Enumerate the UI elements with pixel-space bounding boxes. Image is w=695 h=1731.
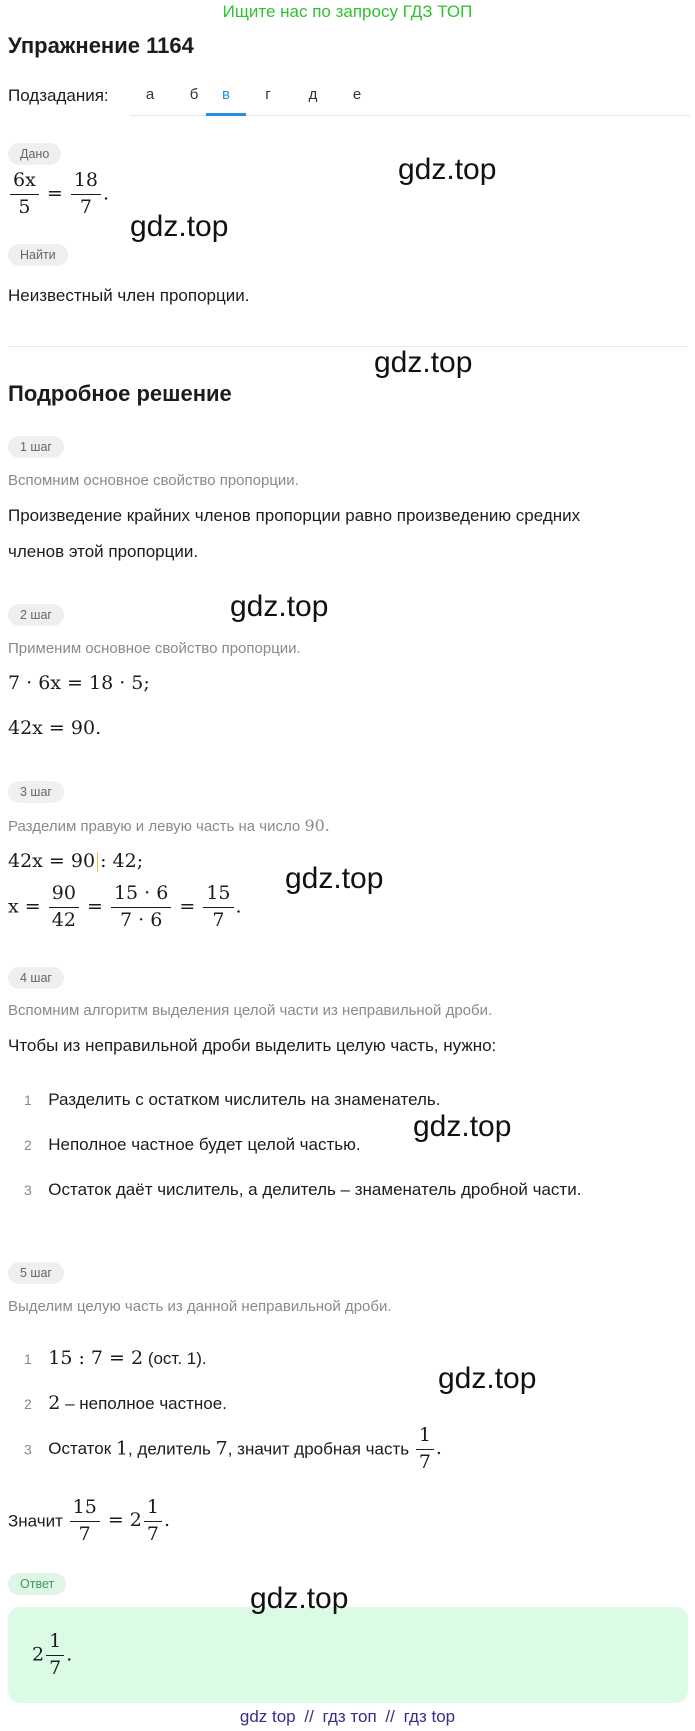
answer-pill: Ответ [8, 1573, 66, 1595]
tab-a[interactable]: а [145, 86, 155, 103]
step5-item-3-d: 7 [215, 1437, 228, 1460]
step4-item-3-text: Остаток даёт числитель, а делитель – знаменатель дробной части. [48, 1180, 582, 1199]
tab-v[interactable]: в [206, 82, 246, 116]
step1-pill: 1 шаг [8, 436, 64, 458]
conclusion-eq: = 2 [107, 1509, 142, 1532]
footer-sep-1: // [304, 1707, 314, 1726]
step3-frac2 [111, 883, 171, 932]
tab-g[interactable]: г [265, 86, 271, 103]
conclusion-end: . [164, 1509, 171, 1532]
step3-eq-a: = [86, 895, 103, 918]
page-title: Упражнение 1164 [8, 33, 194, 58]
step3-eq1-right: : 42; [100, 850, 144, 872]
footer-link-1[interactable]: gdz top [239, 1707, 296, 1726]
step5-item-3-a: Остаток [48, 1439, 116, 1459]
conclusion-mixed-frac [144, 1497, 162, 1546]
step1-line2: членов этой пропорции. [8, 542, 199, 561]
step5-conclusion [8, 1497, 170, 1546]
given-frac-right [71, 170, 101, 219]
answer-frac [46, 1631, 64, 1680]
watermark-8: gdz.top [250, 1582, 349, 1615]
step4-item-2 [24, 1135, 361, 1155]
conclusion-mixed-den: 7 [146, 1522, 159, 1545]
footer-links [0, 1707, 695, 1727]
step3-eq1 [8, 850, 143, 872]
step5-item-1-text: (ост. 1). [143, 1349, 207, 1368]
step5-item-3-num: 3 [24, 1441, 32, 1458]
find-text: Неизвестный член пропорции. [8, 286, 250, 305]
tab-b[interactable]: б [189, 86, 199, 103]
step1-hint: Вспомним основное свойство пропорции. [8, 472, 299, 489]
answer-box [8, 1607, 688, 1703]
subtask-tabs [130, 82, 690, 116]
step3-f1n: 90 [49, 883, 79, 908]
given-equation [8, 170, 109, 219]
step3-frac1 [49, 883, 79, 932]
step3-x-eq: x = [8, 895, 41, 918]
step5-item-3-c: , делитель [127, 1439, 216, 1459]
given-den2: 7 [79, 195, 92, 218]
step3-eq2 [8, 883, 242, 932]
step3-pill: 3 шаг [8, 781, 64, 803]
text-cursor [97, 852, 98, 872]
step2-hint: Применим основное свойство пропорции. [8, 640, 301, 657]
step4-item-1-text: Разделить с остатком числитель на знаменатель. [48, 1090, 441, 1109]
watermark-2: gdz.top [130, 210, 229, 243]
step3-hint-text: Разделим правую и левую часть на число [8, 818, 305, 835]
step4-item-3-num: 3 [24, 1182, 32, 1198]
given-den1: 5 [18, 195, 31, 218]
tab-d[interactable]: д [308, 86, 318, 103]
given-frac-left [10, 170, 39, 219]
step1-line1: Произведение крайних членов пропорции равно произведению средних [8, 506, 581, 525]
step5-item-2-text: – неполное частное. [60, 1394, 227, 1413]
step4-item-1 [24, 1090, 441, 1110]
step3-end: . [235, 895, 242, 918]
step4-intro: Чтобы из неправильной дроби выделить целую часть, нужно: [8, 1036, 497, 1055]
answer-end: . [66, 1643, 73, 1666]
step4-item-1-num: 1 [24, 1092, 32, 1108]
step5-i3fd: 7 [418, 1450, 431, 1473]
answer-whole: 2 [32, 1643, 45, 1666]
given-eq: = [46, 182, 63, 205]
conclusion-den: 7 [78, 1522, 91, 1545]
watermark-6: gdz.top [413, 1110, 512, 1143]
step2-eq1: 7 · 6x = 18 · 5; [8, 672, 150, 694]
step5-hint: Выделим целую часть из данной неправильной дроби. [8, 1298, 392, 1315]
step3-f3n: 15 [203, 883, 233, 908]
tab-e[interactable]: е [352, 86, 362, 103]
step3-hint-num: 90. [304, 816, 330, 835]
promo-banner: Ищите нас по запросу ГДЗ ТОП [222, 2, 473, 21]
conclusion-mixed-num: 1 [144, 1497, 162, 1522]
given-end: . [103, 182, 110, 205]
step4-item-2-text: Неполное частное будет целой частью. [48, 1135, 361, 1154]
step5-item-3-b: 1 [115, 1437, 128, 1460]
step5-i3fn: 1 [416, 1425, 434, 1450]
step5-item-2 [24, 1392, 227, 1414]
answer-num: 1 [46, 1631, 64, 1656]
watermark-4: gdz.top [230, 590, 329, 623]
footer-sep-2: // [385, 1707, 395, 1726]
section-divider [8, 346, 688, 347]
given-num2: 18 [71, 170, 101, 195]
given-pill: Дано [8, 143, 61, 165]
solution-title: Подробное решение [8, 381, 232, 406]
conclusion-frac [70, 1497, 100, 1546]
step4-pill: 4 шаг [8, 967, 64, 989]
step5-item-1-math: 15 : 7 = 2 [48, 1347, 144, 1369]
answer-value [32, 1631, 72, 1680]
step4-item-2-num: 2 [24, 1137, 32, 1153]
footer-link-2[interactable]: гдз топ [322, 1707, 377, 1726]
watermark-1: gdz.top [398, 153, 497, 186]
step5-item-3-frac [416, 1425, 434, 1474]
watermark-3: gdz.top [374, 346, 473, 379]
step5-i3end: . [435, 1437, 442, 1460]
step5-item-3 [24, 1425, 442, 1474]
conclusion-num: 15 [70, 1497, 100, 1522]
step5-item-2-math: 2 [48, 1392, 61, 1414]
step2-eq2: 42x = 90. [8, 717, 102, 739]
step2-pill: 2 шаг [8, 604, 64, 626]
step3-eq1-left: 42x = 90 [8, 850, 96, 872]
step4-item-3 [24, 1180, 581, 1200]
step5-item-1 [24, 1347, 207, 1369]
find-pill: Найти [8, 244, 68, 266]
step4-hint: Вспомним алгоритм выделения целой части из неправильной дроби. [8, 1002, 493, 1019]
step3-f2d: 7 · 6 [119, 908, 163, 931]
step3-f2n: 15 · 6 [111, 883, 171, 908]
footer-link-3[interactable]: гдз top [403, 1707, 456, 1726]
conclusion-word: Значит [8, 1511, 68, 1531]
step3-eq-b: = [179, 895, 196, 918]
step5-pill: 5 шаг [8, 1262, 64, 1284]
step3-f1d: 42 [51, 908, 76, 931]
watermark-7: gdz.top [438, 1362, 537, 1395]
watermark-5: gdz.top [285, 862, 384, 895]
step5-item-1-num: 1 [24, 1351, 32, 1367]
subtasks-label: Подзадания: [8, 86, 109, 105]
step3-hint [8, 816, 330, 835]
step3-frac3 [203, 883, 233, 932]
step3-f3d: 7 [212, 908, 225, 931]
answer-den: 7 [49, 1656, 62, 1679]
step5-item-2-num: 2 [24, 1396, 32, 1412]
given-num1: 6x [10, 170, 39, 195]
step5-item-3-e: , значит дробная часть [227, 1439, 414, 1459]
